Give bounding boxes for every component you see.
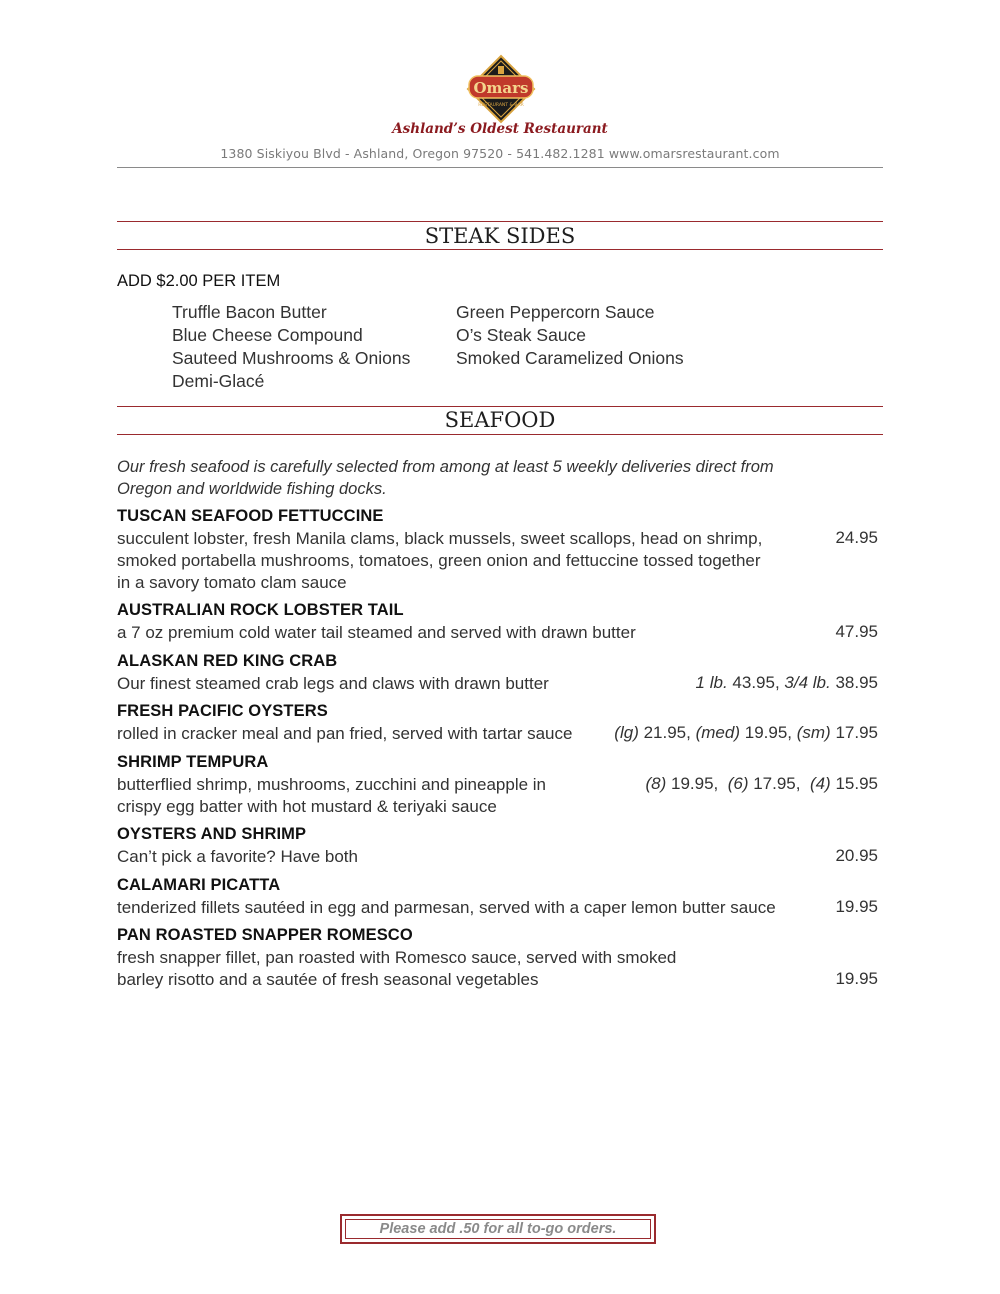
side-item: Smoked Caramelized Onions [456,348,684,368]
menu-item-name: TUSCAN SEAFOOD FETTUCCINE [117,507,384,525]
menu-item-price: 19.95 [835,897,878,916]
menu-item-description: rolled in cracker meal and pan fried, served with tartar sauce [117,724,573,743]
side-item: Green Peppercorn Sauce [456,302,655,322]
steak-sides-column-1 [172,301,410,393]
menu-item-description: fresh snapper fillet, pan roasted with Romesco sauce, served with smoked barley risotto and a sautée of fresh seasonal vegetables [117,948,677,989]
side-item: Blue Cheese Compound [172,325,363,345]
menu-item-price: 24.95 [835,528,878,547]
menu-item-description: Our finest steamed crab legs and claws with drawn butter [117,674,549,693]
header-divider [117,167,883,168]
section-title-seafood: SEAFOOD [444,408,556,432]
menu-item-price: 47.95 [835,622,878,641]
logo-text: Omars [473,79,529,97]
menu-item-name: FRESH PACIFIC OYSTERS [117,702,328,720]
section-divider-bottom [117,434,883,435]
menu-item-name: AUSTRALIAN ROCK LOBSTER TAIL [117,601,404,619]
menu-item-description: succulent lobster, fresh Manila clams, black mussels, sweet scallops, head on shrimp, smoked portabella mushrooms, tomatoes, green onion and fettuccine tossed together in a savory tomato clam sauce [117,529,763,592]
menu-item-name: ALASKAN RED KING CRAB [117,652,338,670]
menu-item-name: CALAMARI PICATTA [117,876,281,894]
side-item: Sauteed Mushrooms & Onions [172,348,411,368]
restaurant-logo [466,54,536,124]
side-item: O’s Steak Sauce [456,325,587,345]
section-title-steak-sides: STEAK SIDES [424,224,576,248]
menu-item-description: butterflied shrimp, mushrooms, zucchini and pineapple in crispy egg batter with hot mustard & teriyaki sauce [117,775,547,816]
menu-item-description: a 7 oz premium cold water tail steamed and served with drawn butter [117,623,636,642]
address-line: 1380 Siskiyou Blvd - Ashland, Oregon 97520 - 541.482.1281 www.omarsrestaurant.com [220,146,780,161]
section-divider-top [117,221,883,222]
togo-notice-text: Please add .50 for all to-go orders. [379,1221,617,1237]
menu-item-description: Can’t pick a favorite? Have both [117,847,358,866]
menu-item-name: SHRIMP TEMPURA [117,753,269,771]
steak-sides-column-2 [456,301,684,370]
menu-item-price: (8) 19.95, (6) 17.95, (4) 15.95 [645,774,878,793]
menu-item-price: 19.95 [835,969,878,988]
steak-sides-note: ADD $2.00 PER ITEM [117,272,281,290]
section-divider-bottom [117,249,883,250]
menu-item-price: 20.95 [835,846,878,865]
togo-notice [340,1214,656,1244]
menu-item-name: PAN ROASTED SNAPPER ROMESCO [117,926,413,944]
side-item: Truffle Bacon Butter [172,302,327,322]
menu-item-description: tenderized fillets sautéed in egg and parmesan, served with a caper lemon butter sauce [117,898,776,917]
menu-item-price: (lg) 21.95, (med) 19.95, (sm) 17.95 [614,723,878,742]
logo-subtext: RESTAURANT & BAR [478,103,524,108]
menu-item-price: 1 lb. 43.95, 3/4 lb. 38.95 [695,673,878,692]
seafood-intro: Our fresh seafood is carefully selected from among at least 5 weekly deliveries direct from Oregon and worldwide fishing docks. [117,458,774,498]
menu-item-name: OYSTERS AND SHRIMP [117,825,307,843]
section-divider-top [117,406,883,407]
tagline: Ashland’s Oldest Restaurant [392,121,608,137]
side-item: Demi-Glacé [172,371,265,391]
